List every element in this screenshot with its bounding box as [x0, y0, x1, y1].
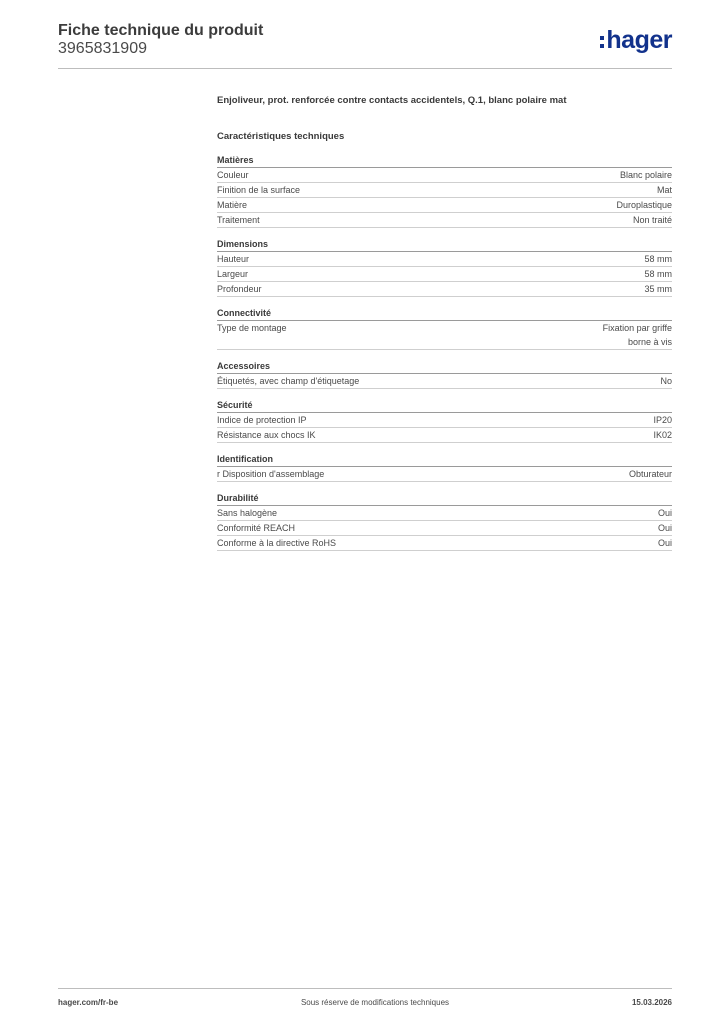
spec-label: r Disposition d'assemblage — [217, 469, 325, 479]
spec-value: Oui — [657, 538, 672, 548]
spec-group — [217, 237, 672, 297]
spec-row — [217, 252, 672, 267]
spec-row — [217, 321, 672, 350]
spec-label: Profondeur — [217, 284, 262, 294]
footer-website: hager.com/fr-be — [58, 998, 119, 1007]
spec-row — [217, 282, 672, 297]
spec-row — [217, 536, 672, 551]
technical-characteristics-heading: Caractéristiques techniques — [217, 131, 345, 142]
spec-group-title: Accessoires — [217, 359, 672, 374]
hager-logo — [600, 26, 672, 54]
spec-group — [217, 452, 672, 482]
spec-group — [217, 491, 672, 551]
logo-text: hager — [606, 25, 672, 54]
spec-group-title: Connectivité — [217, 306, 672, 321]
spec-group-title: Sécurité — [217, 398, 672, 413]
footer-notice: Sous réserve de modifications techniques — [300, 998, 450, 1007]
product-number: 3965831909 — [58, 40, 147, 57]
spec-group — [217, 306, 672, 350]
spec-group — [217, 359, 672, 389]
spec-group-title: Durabilité — [217, 491, 672, 506]
spec-row — [217, 267, 672, 282]
spec-group — [217, 153, 672, 228]
spec-value: Obturateur — [628, 469, 672, 479]
spec-value: Mat — [656, 185, 672, 195]
spec-row — [217, 213, 672, 228]
logo-colon-mark — [600, 36, 604, 48]
spec-label: Conformité REACH — [217, 523, 296, 533]
footer-date: 15.03.2026 — [631, 998, 672, 1007]
spec-row — [217, 168, 672, 183]
spec-group — [217, 398, 672, 443]
spec-label: Indice de protection IP — [217, 415, 307, 425]
spec-row — [217, 413, 672, 428]
spec-row — [217, 198, 672, 213]
spec-row — [217, 506, 672, 521]
spec-label: Finition de la surface — [217, 185, 301, 195]
spec-value: Blanc polaire — [619, 170, 672, 180]
spec-value: Duroplastique — [616, 200, 672, 210]
spec-label: Sans halogène — [217, 508, 278, 518]
spec-label: Conforme à la directive RoHS — [217, 538, 337, 548]
spec-label: Matière — [217, 200, 248, 210]
spec-groups — [217, 153, 672, 551]
page-footer — [58, 988, 672, 1007]
product-description: Enjoliveur, prot. renforcée contre contacts accidentels, Q.1, blanc polaire mat — [217, 95, 567, 106]
spec-label: Hauteur — [217, 254, 250, 264]
document-title: Fiche technique du produit — [58, 22, 264, 39]
spec-content — [217, 94, 672, 551]
spec-row — [217, 521, 672, 536]
spec-row — [217, 374, 672, 389]
spec-value: No — [660, 376, 672, 386]
spec-label: Type de montage — [217, 323, 287, 333]
page-header — [58, 20, 672, 69]
spec-row — [217, 467, 672, 482]
spec-value: Fixation par griffe borne à vis — [602, 323, 672, 347]
spec-label: Largeur — [217, 269, 249, 279]
spec-row — [217, 183, 672, 198]
spec-value: IK02 — [653, 430, 672, 440]
spec-label: Étiquetés, avec champ d'étiquetage — [217, 376, 360, 386]
spec-value: 58 mm — [644, 254, 672, 264]
spec-group-title: Matières — [217, 153, 672, 168]
spec-row — [217, 428, 672, 443]
spec-value: IP20 — [653, 415, 672, 425]
spec-value: 35 mm — [644, 284, 672, 294]
spec-group-title: Dimensions — [217, 237, 672, 252]
spec-label: Couleur — [217, 170, 249, 180]
spec-value: Non traité — [632, 215, 672, 225]
spec-group-title: Identification — [217, 452, 672, 467]
spec-value: Oui — [657, 523, 672, 533]
spec-label: Résistance aux chocs IK — [217, 430, 316, 440]
spec-value: 58 mm — [644, 269, 672, 279]
spec-label: Traitement — [217, 215, 260, 225]
spec-value: Oui — [657, 508, 672, 518]
